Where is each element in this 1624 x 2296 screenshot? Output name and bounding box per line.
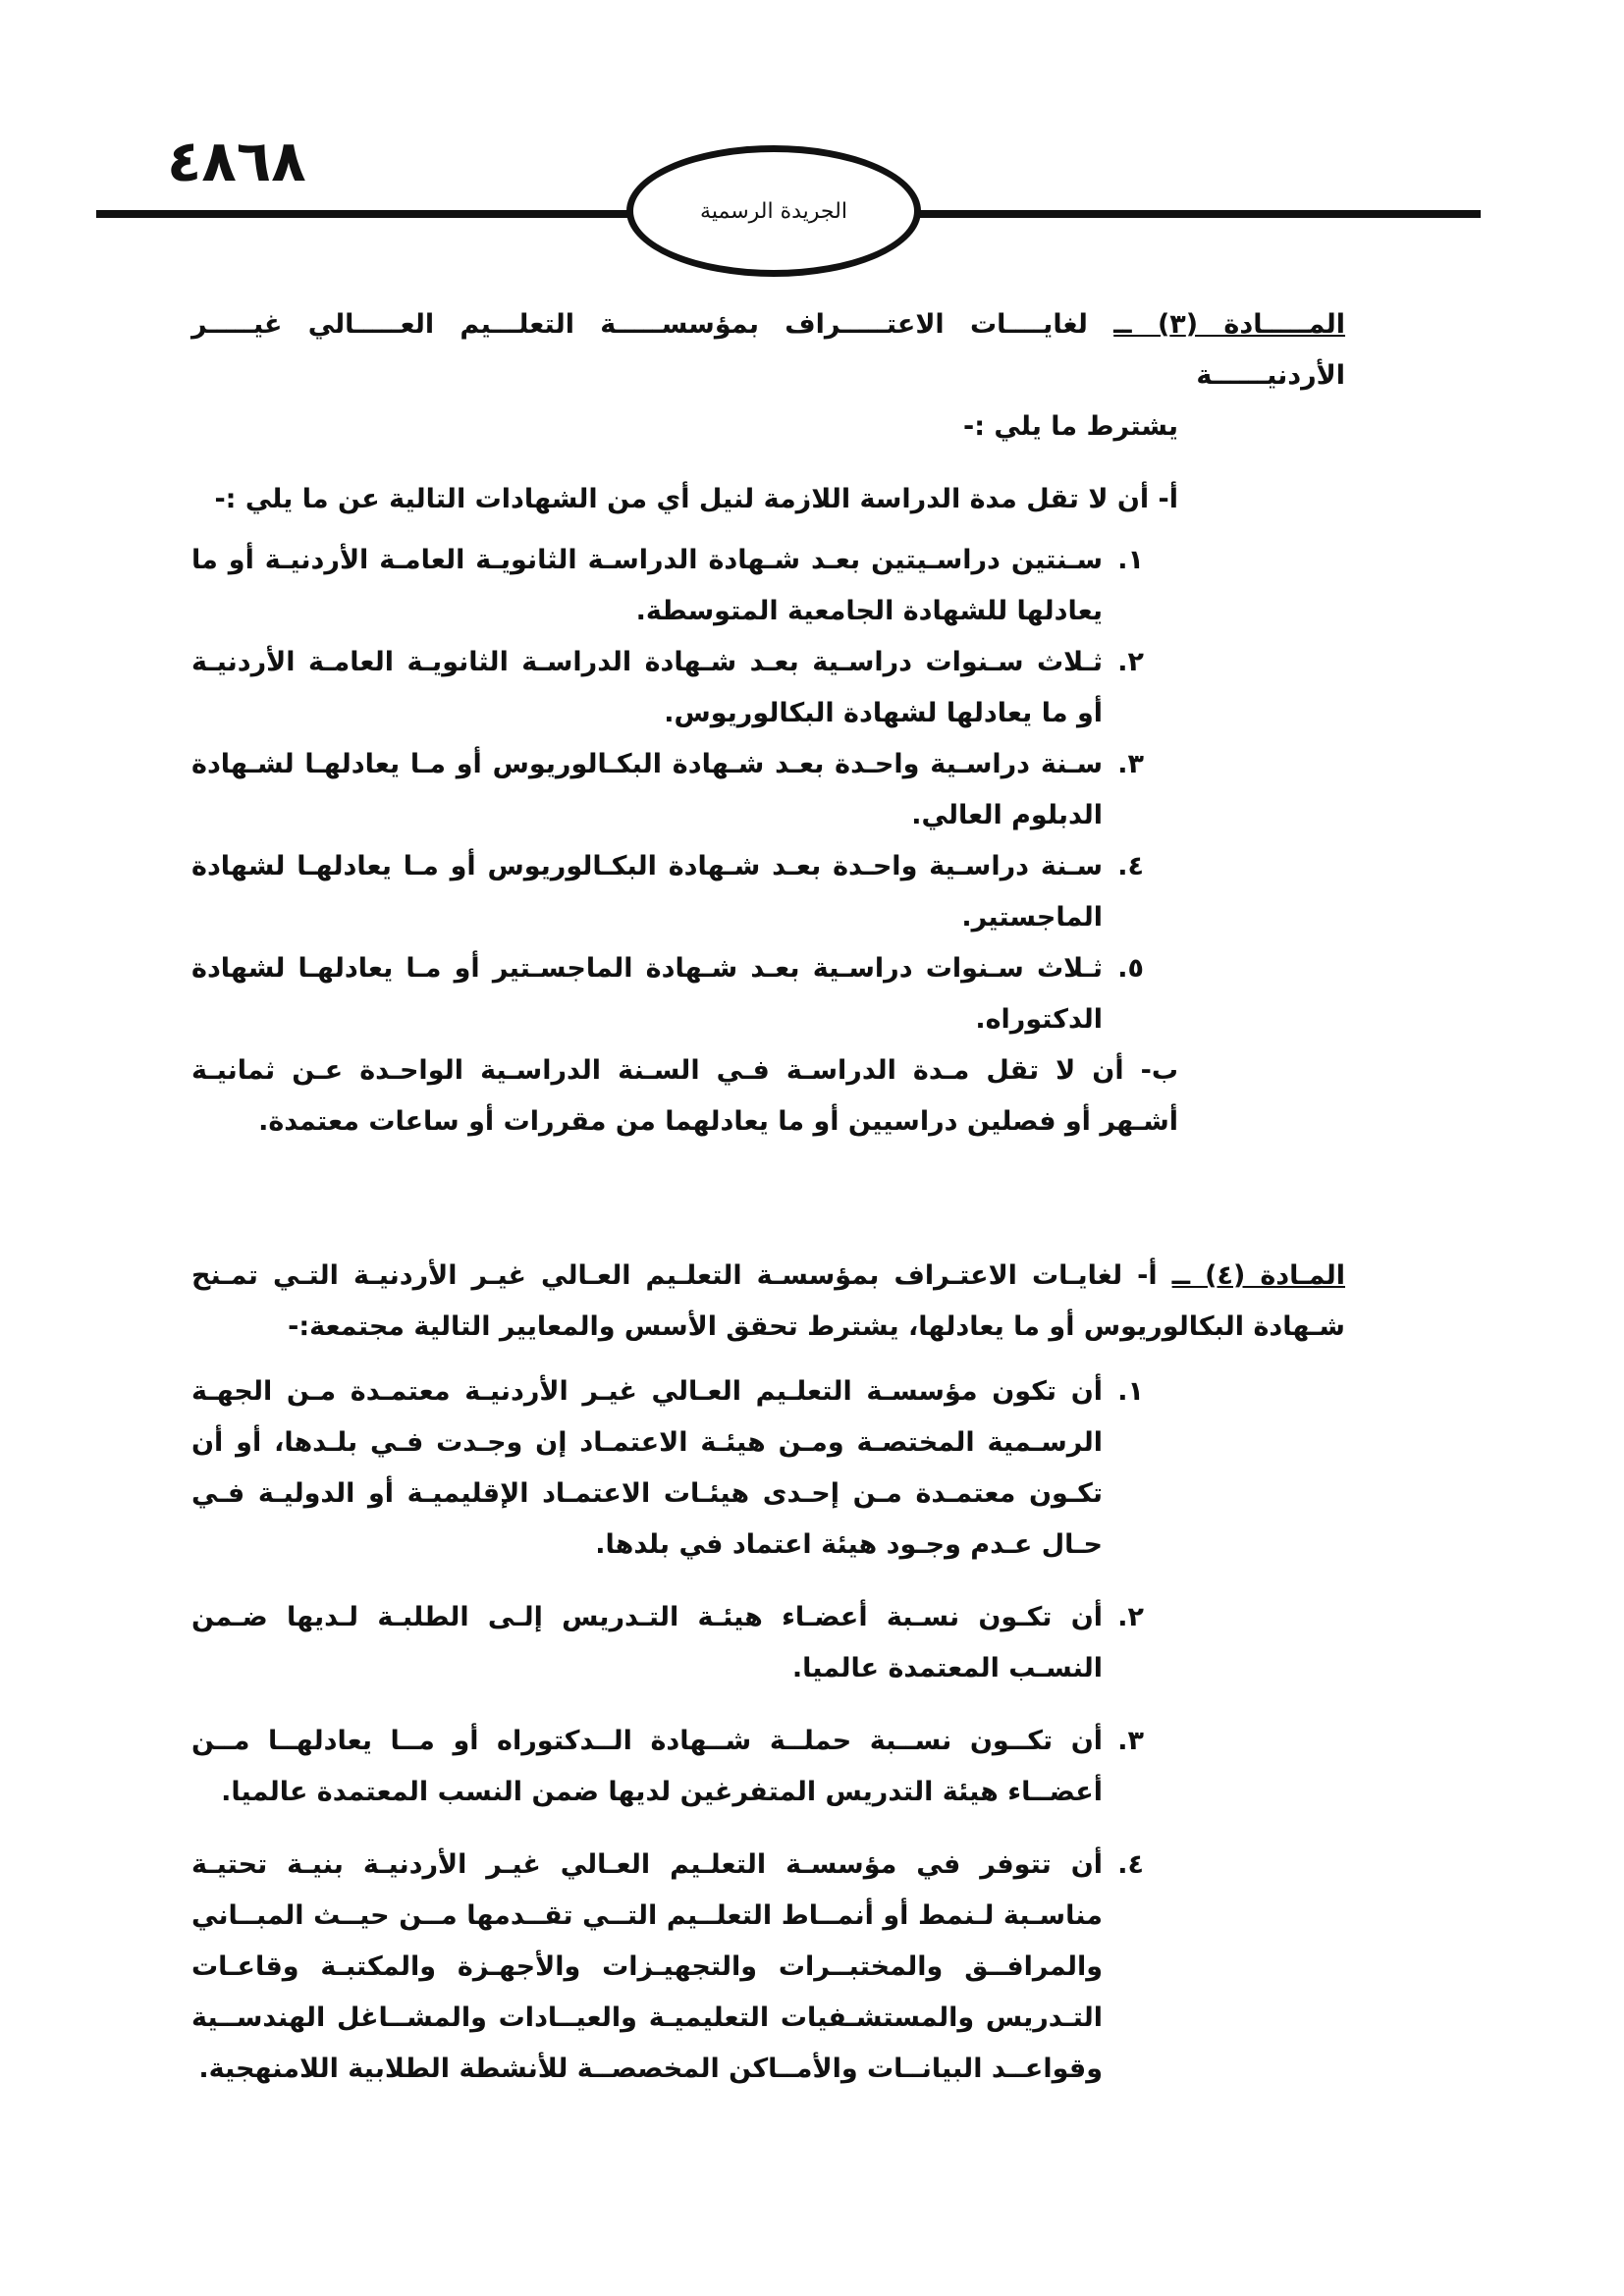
article4-label: المـادة (٤) ــ bbox=[1171, 1260, 1345, 1291]
list-item bbox=[191, 1716, 1144, 1818]
article3-clause-b: ب- أن لا تقل مـدة الدراسـة فـي السـنة الدراسـية الواحـدة عـن ثمانيـة أشـهر أو فصلين دراسيين أو ما يعادلهما من مقررات أو ساعات معتمدة. bbox=[191, 1055, 1178, 1137]
item-number: ٤. bbox=[1117, 851, 1144, 881]
item-text: أن تكــون نســبة حملــة شــهادة الــدكتوراه أو مــا يعادلهــا مــن أعضــاء هيئة التدريس المتفرغين لديها ضمن النسب المعتمدة عالميا. bbox=[191, 1726, 1103, 1807]
article4-criteria-list bbox=[191, 1366, 1345, 2095]
list-item bbox=[191, 637, 1144, 739]
gazette-emblem-oval bbox=[626, 145, 921, 277]
document-body bbox=[191, 299, 1345, 2116]
article3-clause-a: أ- أن لا تقل مدة الدراسة اللازمة لنيل أي من الشهادات التالية عن ما يلي :- bbox=[214, 484, 1178, 514]
page-number: ٤٨٦٨ bbox=[167, 128, 306, 194]
item-text: ثـلاث سـنوات دراسـية بعـد شـهادة الماجسـتير أو مـا يعادلهـا لشهادة الدكتوراه. bbox=[191, 953, 1103, 1035]
item-text: سـنتين دراسـيتين بعـد شـهادة الدراسـة الثانويـة العامـة الأردنيـة أو ما يعادلها للشهادة الجامعية المتوسطة. bbox=[191, 545, 1103, 626]
item-text: سـنة دراسـية واحـدة بعـد شـهادة البكـالوريوس أو مـا يعادلهـا لشهادة الماجستير. bbox=[191, 851, 1103, 933]
section-spacer bbox=[191, 1148, 1345, 1251]
item-text: أن تتوفر في مؤسسـة التعلـيم العـالي غيـر الأردنيـة بنيـة تحتيـة مناسـبة لـنمط أو أنمــاط التعلــيم التــي تقــدمها مــن حيــث المبــاني والمرافــق والمختبــرات والتجهيـزات والأجهـزة والمكتبـة وقاعـات التـدريس والمستشـفيات التعليميـة والعيــادات والمشــاغل الهندســية وقواعــد البيانــات والأمــاكن المخصصــة للأنشطة الطلابية اللامنهجية. bbox=[191, 1849, 1103, 2084]
item-number: ١. bbox=[1117, 545, 1144, 575]
list-item bbox=[191, 739, 1144, 841]
article3-degree-list bbox=[191, 535, 1345, 1045]
article3-heading bbox=[191, 299, 1345, 401]
item-text: سـنة دراسـية واحـدة بعـد شـهادة البكـالوريوس أو مـا يعادلهـا لشـهادة الدبلوم العالي. bbox=[191, 749, 1103, 830]
article4-heading bbox=[191, 1251, 1345, 1353]
article3-label: المـــــادة (٣) ــ bbox=[1113, 309, 1346, 340]
item-text: أن تكون مؤسسـة التعلـيم العـالي غيـر الأردنيـة معتمـدة مـن الجهـة الرسـمية المختصـة ومـن هيئـة الاعتمـاد إن وجـدت فـي بلـدها، أو أن تكـون معتمـدة مـن إحـدى هيئـات الاعتمـاد الإقليميـة أو الدوليـة فـي حـال عـدم وجـود هيئة اعتماد في بلدها. bbox=[191, 1376, 1103, 1560]
list-item bbox=[191, 535, 1144, 637]
list-item bbox=[191, 943, 1144, 1045]
list-item bbox=[191, 1592, 1144, 1694]
list-item bbox=[191, 841, 1144, 943]
article3-intro-line1: لغايــــات الاعتـــــراف بمؤسســـــة التعلـــيم العـــــالي غيـــــر الأردنيــــــة bbox=[191, 309, 1345, 391]
item-number: ٣. bbox=[1117, 749, 1144, 779]
item-number: ٥. bbox=[1117, 953, 1144, 984]
list-item bbox=[191, 1840, 1144, 2095]
article4-intro: أ- لغايـات الاعتـراف بمؤسسـة التعلـيم العـالي غيـر الأردنيـة التـي تمـنح شـهادة البكالوريوس أو ما يعادلها، يشترط تحقق الأسس والمعايير التالية مجتمعة:- bbox=[191, 1260, 1345, 1342]
item-number: ٤. bbox=[1117, 1849, 1144, 1880]
gazette-title: الجريدة الرسمية bbox=[700, 198, 847, 224]
article3-intro-line2: يشترط ما يلي :- bbox=[962, 411, 1178, 442]
item-text: ثـلاث سـنوات دراسـية بعـد شـهادة الدراسـة الثانويـة العامـة الأردنيـة أو ما يعادلها لشهادة البكالوريوس. bbox=[191, 647, 1103, 728]
item-number: ٢. bbox=[1117, 647, 1144, 677]
item-number: ١. bbox=[1117, 1376, 1144, 1407]
item-number: ٣. bbox=[1117, 1726, 1144, 1756]
list-item bbox=[191, 1366, 1144, 1571]
item-number: ٢. bbox=[1117, 1602, 1144, 1632]
item-text: أن تكـون نسـبة أعضـاء هيئـة التـدريس إلـى الطلبـة لـديها ضـمن النسـب المعتمدة عالميا. bbox=[191, 1602, 1103, 1683]
